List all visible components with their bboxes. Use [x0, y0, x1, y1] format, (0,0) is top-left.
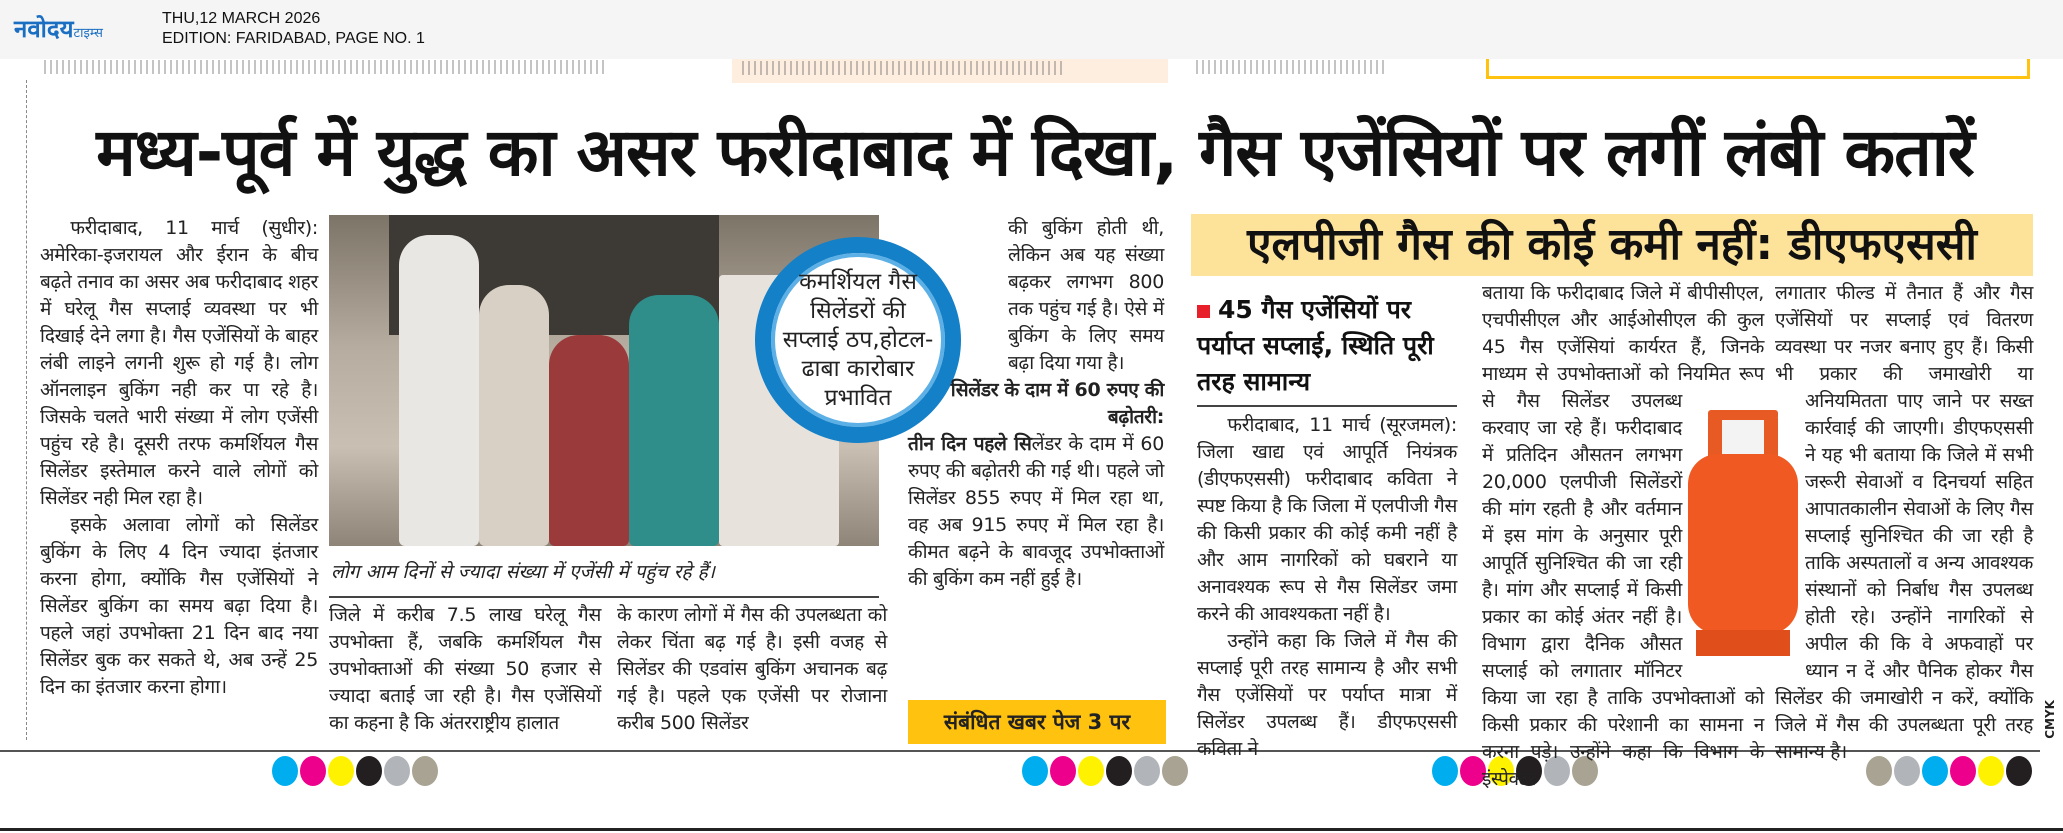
- side-column-a: [1197, 412, 1457, 763]
- story-column-4: [908, 215, 1164, 593]
- story-column-2: [329, 602, 601, 737]
- paragraph: लगातार फील्ड में तैनात हैं और गैस एजेंसियों पर सप्लाई एवं वितरण व्यवस्था पर नजर बनाए हुए हैं। किसी भी प्रकार की जमाखोरी या अनियमितता पाए जाने पर सख्त कार्रवाई की जाएगी। डीएफएससी ने यह भी बताया कि जिले में सभी जरूरी सेवाओं व दिनचर्या सहित आपातकालीन सेवाओं के लिए गैस सप्लाई सुनिश्चित की जा रही है ताकि अस्पतालों व अन्य आवश्यक संस्थानों को निर्बाध गैस उपलब्ध होती रहे। उन्होंने नागरिकों से अपील की कि वे अफवाहों पर ध्यान न दें और पैनिक होकर गैस सिलेंडर की जमाखोरी न करें, क्योंकि जिले में गैस की उपलब्धता पूरी तरह सामान्य है।: [1775, 282, 2033, 763]
- side-story-banner: एलपीजी गैस की कोई कमी नहीं: डीएफएससी: [1191, 214, 2033, 276]
- bottom-border: [0, 828, 2063, 831]
- cut-box-fragment: [732, 59, 1168, 83]
- related-news-box[interactable]: संबंधित खबर पेज 3 पर: [908, 700, 1166, 744]
- epaper-header: [0, 0, 2063, 59]
- paragraph: के कारण लोगों में गैस की उपलब्धता को लेकर चिंता बढ़ गई है। इसी वजह से सिलेंडर की एडवांस बुकिंग अचानक बढ़ गई है। पहले एक एजेंसी पर रोजाना करीब 500 सिलेंडर: [617, 604, 887, 734]
- paragraph: बताया कि फरीदाबाद जिले में बीपीसीएल, एचपीसीएल और आईओसीएल की कुल 45 गैस एजेंसियां कार्यरत हैं, जिनके माध्यम से उपभोक्ताओं को नियमित रूप से गैस सिलेंडर उपलब्ध करवाए जा रहे हैं। फरीदाबाद में प्रतिदिन औसतन लगभग 20,000 एलपीजी सिलेंडरों की मांग रहती है और वर्तमान में इस मांग के अनुसार पूरी आपूर्ति सुनिश्चित की जा रही है। मांग और सप्लाई में किसी प्रकार का कोई अंतर नहीं है। विभाग द्वारा दैनिक औसत सप्लाई को लगातार मॉनिटर किया जा रहा है ताकि उपभोक्ताओं को किसी प्रकार की परेशानी का सामना न करना पड़े। उन्होंने कहा कि विभाग के इंस्पेक्टर: [1482, 282, 1764, 790]
- paragraph: फरीदाबाद, 11 मार्च (सुधीर): अमेरिका-इजरायल और ईरान के बीच बढ़ते तनाव का असर अब फरीदाबाद शहर में घरेलू गैस सप्लाई व्यवस्था पर भी दिखाई देने लगा है। गैस एजेंसियों के बाहर लंबी लाइने लगनी शुरू हो गई है। लोग ऑनलाइन बुकिंग नही कर पा रहे है। जिसके चलते भारी संख्या में लोग एजेंसी पहुंच रहे है। दूसरी तरफ कमर्शियल गैस सिलेंडर इस्तेमाल करने वाले लोगों को सिलेंडर नही मिल रहा है।: [40, 217, 318, 509]
- registration-marks: [272, 756, 438, 786]
- cylinder-wrap-area: [1682, 410, 1764, 664]
- paragraph: की बुकिंग होती थी, लेकिन अब यह संख्या बढ़कर लगभग 800 तक पहुंच गई है। ऐसे में बुकिंग के लिए समय बढ़ा दिया गया है।: [1008, 217, 1164, 374]
- main-headline: मध्य-पूर्व में युद्ध का असर फरीदाबाद में दिखा, गैस एजेंसियों पर लगीं लंबी कतारें: [96, 114, 1974, 191]
- side-story-headline: 45 गैस एजेंसियों पर पर्याप्त सप्लाई, स्थिति पूरी तरह सामान्य: [1197, 295, 1434, 396]
- paragraph: उन्होंने कहा कि जिले में गैस की सप्लाई पूरी तरह सामान्य है और सभी गैस एजेंसियों पर पर्याप्त मात्रा में सिलेंडर उपलब्ध हैं। डीएफएससी कविता ने: [1197, 630, 1457, 760]
- side-column-c: [1775, 280, 2033, 766]
- cylinder-wrap-area: [1775, 410, 1805, 664]
- column-divider: [26, 80, 27, 740]
- registration-marks: [1022, 756, 1188, 786]
- story-column-3: [617, 602, 887, 737]
- paragraph: इसके अलावा लोगों को सिलेंडर बुकिंग के लिए 4 दिन ज्यादा इंतजार करना होगा, क्योंकि गैस एजेंसियों ने सिलेंडर बुकिंग का समय बढ़ा दिया है। पहले जहां उपभोक्ता 21 दिन बाद नया सिलेंडर बुक कर सकते थे, अब उन्हें 25 दिन का इंतजार करना होगा।: [40, 514, 318, 698]
- crosshead: सिलेंडर के दाम में 60 रुपए की बढ़ोतरी:: [950, 379, 1164, 428]
- divider: [1197, 405, 1457, 407]
- cut-text-fragment: [44, 60, 604, 74]
- cmyk-label: CMYK: [2043, 700, 2057, 739]
- newspaper-logo[interactable]: नवोदयटाइम्स: [14, 15, 103, 43]
- edition-info: [162, 9, 425, 49]
- edition-page: EDITION: FARIDABAD, PAGE NO. 1: [162, 30, 425, 47]
- paragraph: फरीदाबाद, 11 मार्च (सूरजमल): जिला खाद्य एवं आपूर्ति नियंत्रक (डीएफएससी) फरीदाबाद कविता ने स्पष्ट किया है कि जिला में एलपीजी गैस की किसी प्रकार की कोई कमी नहीं है और आम नागरिकों को घबराने या अनावश्यक रूप से गैस सिलेंडर जमा करने की आवश्यकता नहीं है।: [1197, 414, 1457, 625]
- cut-box-fragment: [1486, 59, 2030, 79]
- story-column-1: [40, 215, 318, 701]
- paragraph: तीन दिन पहले सिलेंडर के दाम में 60 रुपए की बढ़ोतरी की गई थी। पहले जो सिलेंडर 855 रुपए में मिल रहा था, वह अब 915 रुपए में मिल रहा है। कीमत बढ़ने के बावजूद उपभोक्ताओं की बुकिंग कम नहीं हुई है।: [908, 433, 1164, 590]
- divider: [329, 596, 879, 598]
- side-column-b: [1482, 280, 1764, 793]
- photo-caption: लोग आम दिनों से ज्यादा संख्या में एजेंसी में पहुंच रहे हैं।: [331, 561, 715, 583]
- edition-date: THU,12 MARCH 2026: [162, 10, 321, 27]
- pull-quote-circle: कमर्शियल गैस सिलेंडरों की सप्लाई ठप,होटल-ढाबा कारोबार प्रभावित: [755, 237, 961, 443]
- paragraph: जिले में करीब 7.5 लाख घरेलू गैस उपभोक्ता हैं, जबकि कमर्शियल गैस उपभोक्ताओं की संख्या 50 हजार से ज्यादा बताई जा रही है। गैस एजेंसियों का कहना है कि अंतरराष्ट्रीय हालात: [329, 604, 601, 734]
- cut-text-fragment: [1196, 60, 1386, 74]
- red-bullet-icon: [1197, 305, 1210, 318]
